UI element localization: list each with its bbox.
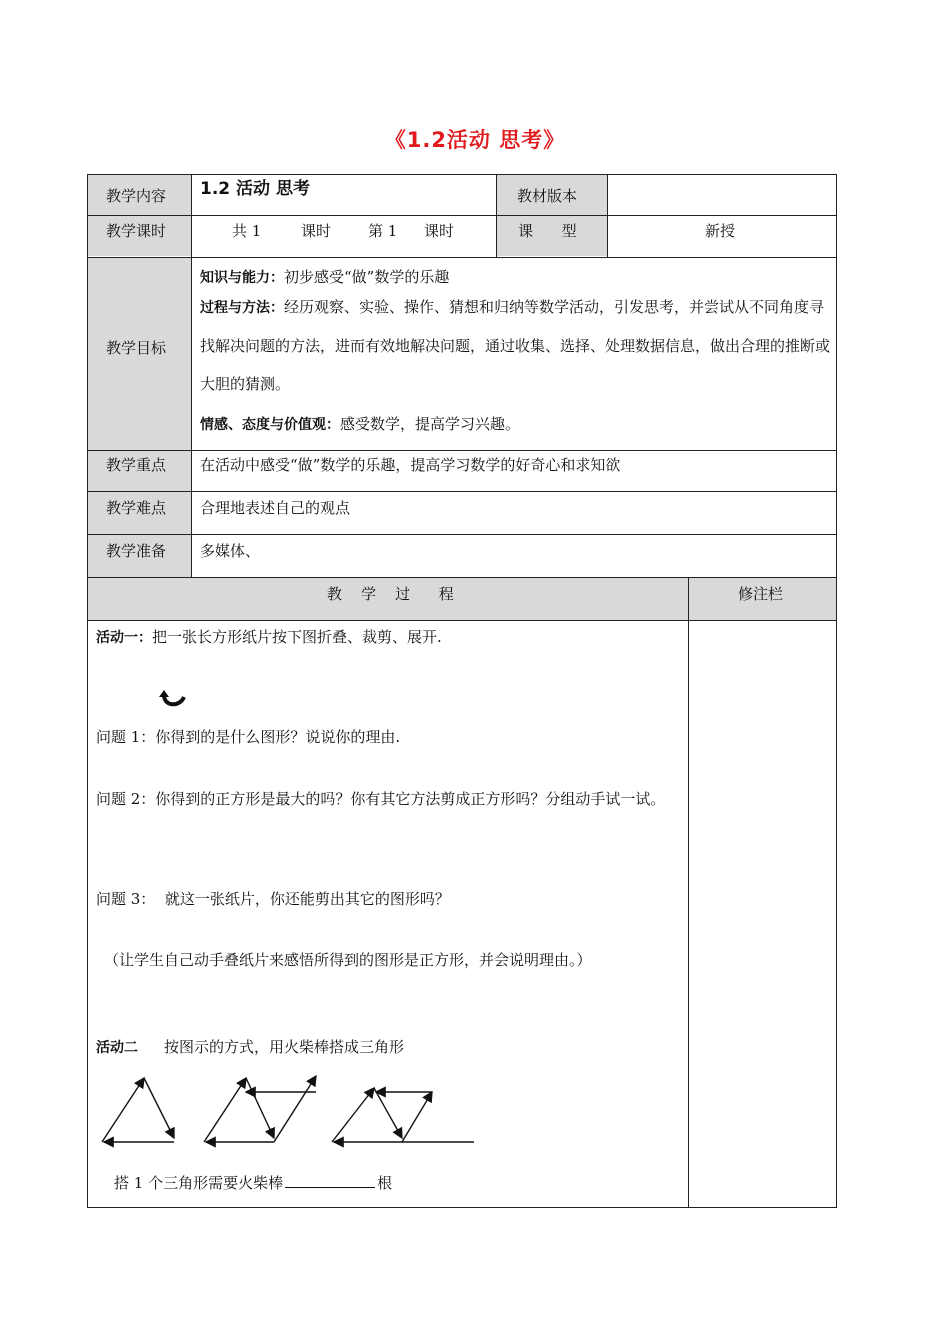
fill-text-after: 根	[377, 1174, 393, 1192]
hours-index: 第 1	[368, 222, 398, 240]
prep-value: 多媒体、	[200, 542, 261, 560]
notes-header: 修注栏	[738, 585, 784, 603]
activity-one-title: 活动一：	[96, 630, 152, 646]
prep-label: 教学准备	[106, 542, 167, 560]
question-3: 问题 3： 就这一张纸片，你还能剪出其它的图形吗？	[96, 890, 450, 908]
hours-label: 教学课时	[106, 222, 167, 240]
hours-unit: 课时	[301, 222, 332, 240]
document-title: 《1.2活动 思考》	[384, 128, 566, 152]
content-label: 教学内容	[106, 187, 167, 205]
edition-label: 教材版本	[517, 187, 578, 205]
question-2: 问题 2：你得到的正方形是最大的吗？你有其它方法剪成正方形吗？分组动手试一试。	[96, 790, 666, 808]
process-header: 教 学 过 程	[327, 585, 454, 603]
matchstick-triangles-figure	[96, 1072, 486, 1150]
goal-process	[200, 288, 830, 403]
focus-label: 教学重点	[106, 456, 167, 474]
goal-process-text: 经历观察、实验、操作、猜想和归纳等数学活动，引发思考，并尝试从不同角度寻找解决问题的方法，进而有效地解决问题，通过收集、选择、处理数据信息，做出合理的推断或大胆的猜测。	[200, 298, 831, 393]
activity-two-title: 活动二	[96, 1040, 138, 1056]
answer-blank[interactable]	[285, 1173, 375, 1188]
hours-total: 共 1	[232, 222, 262, 240]
goal-attitude-key: 情感、态度与价值观：	[200, 417, 340, 433]
activity-two-text: 按图示的方式，用火柴棒搭成三角形	[164, 1038, 405, 1056]
difficulty-label: 教学难点	[106, 499, 167, 517]
content-value: 1.2 活动 思考	[200, 179, 310, 199]
fill-text-before: 搭 1 个三角形需要火柴棒	[114, 1174, 284, 1192]
process-header-bg	[88, 578, 836, 620]
activity-one-text: 把一张长方形纸片按下图折叠、裁剪、展开.	[152, 628, 442, 646]
type-value: 新授	[705, 222, 736, 240]
goals-label: 教学目标	[106, 339, 167, 357]
difficulty-value: 合理地表述自己的观点	[200, 499, 351, 517]
fill-in-question	[114, 1173, 392, 1193]
question-1: 问题 1：你得到的是什么图形？说说你的理由.	[96, 728, 401, 746]
hours-unit: 课时	[424, 222, 455, 240]
teaching-hint: （让学生自己动手叠纸片来感悟所得到的图形是正方形，并会说明理由。）	[104, 951, 592, 969]
focus-value: 在活动中感受“做”数学的乐趣，提高学习数学的好奇心和求知欲	[200, 456, 621, 474]
goal-attitude	[200, 405, 830, 444]
goal-attitude-text: 感受数学，提高学习兴趣。	[340, 415, 521, 433]
goal-knowledge-key: 知识与能力：	[200, 270, 284, 286]
fold-arrow-icon	[158, 689, 190, 711]
goal-process-key: 过程与方法：	[200, 300, 284, 316]
activity-two	[96, 1037, 404, 1058]
type-label: 课 型	[518, 222, 577, 240]
goal-knowledge-text: 初步感受“做”数学的乐趣	[284, 268, 450, 286]
activity-one	[96, 627, 442, 648]
